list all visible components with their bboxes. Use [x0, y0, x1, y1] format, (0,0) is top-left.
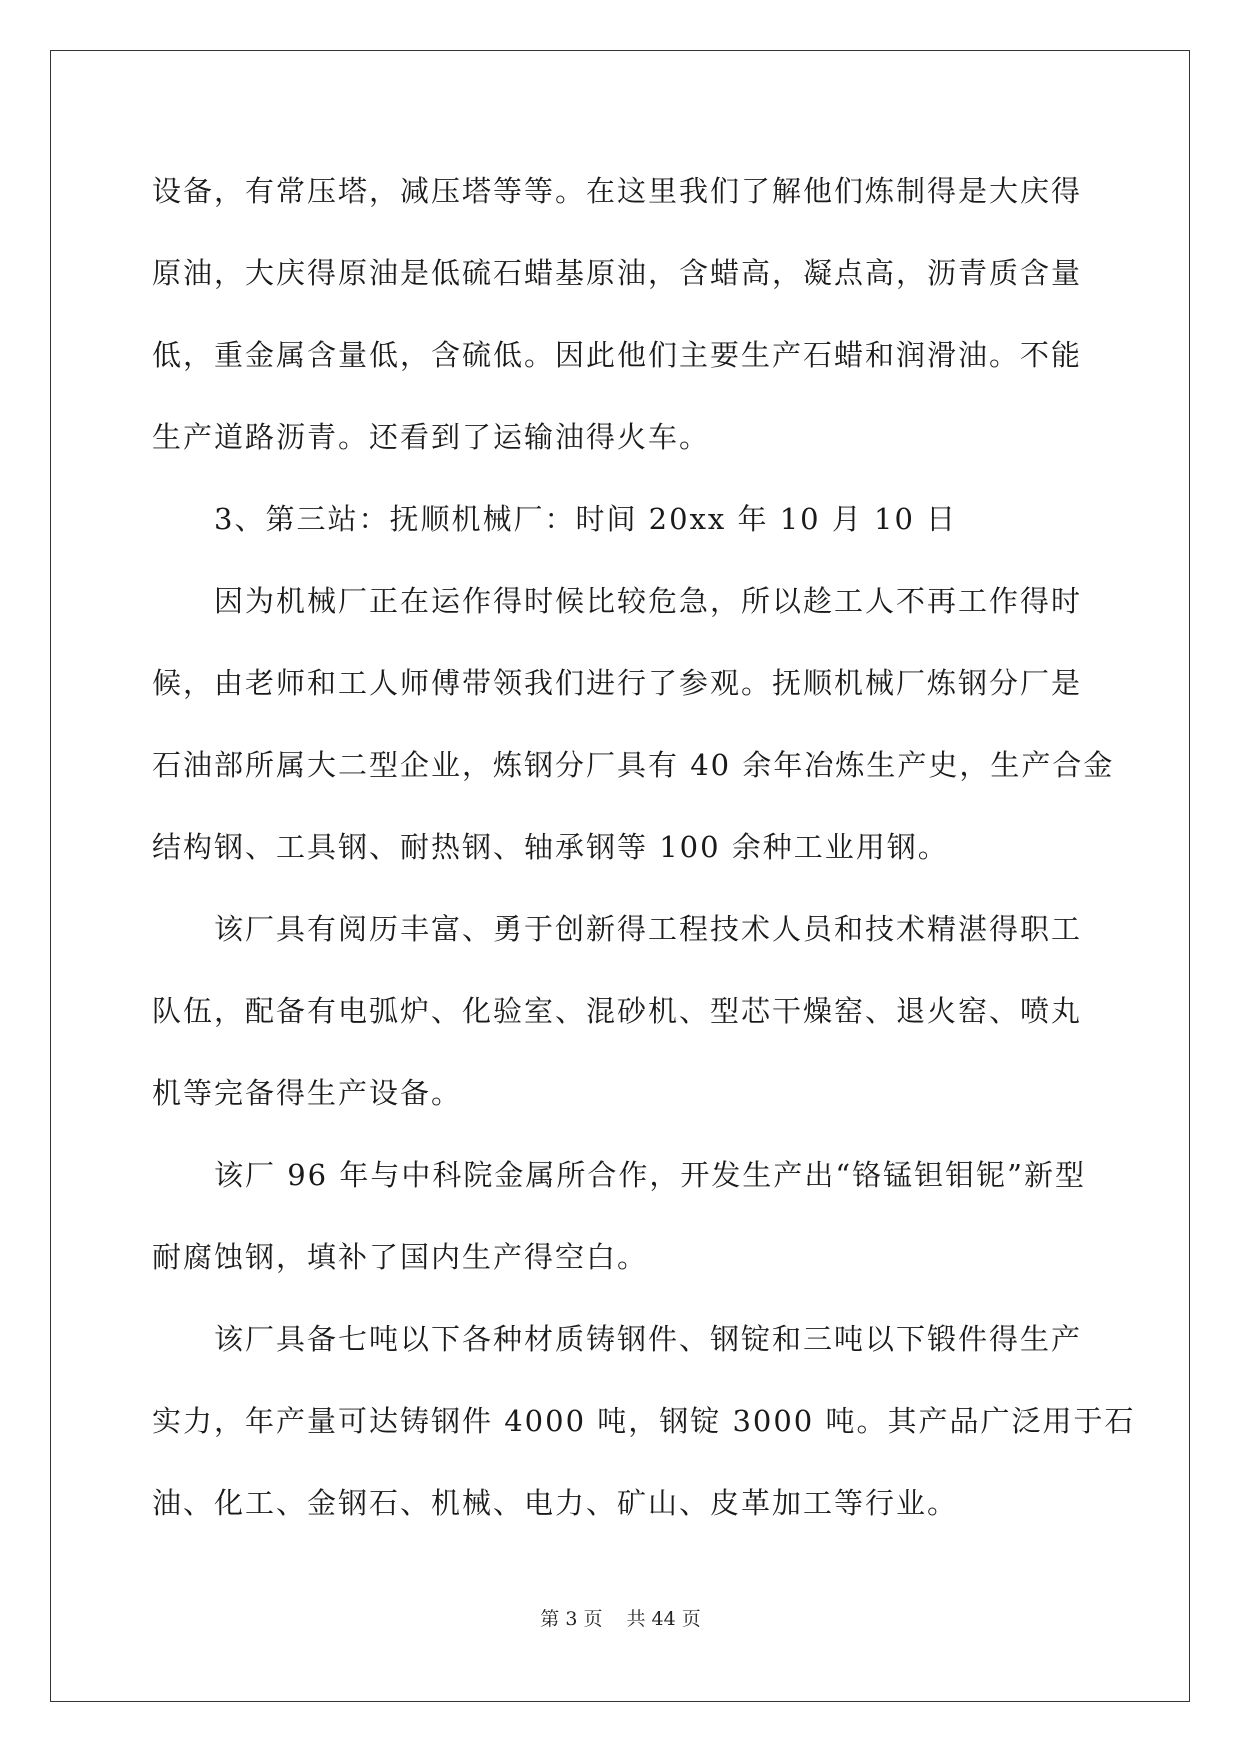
text-line: 耐腐蚀钢，填补了国内生产得空白。	[152, 1240, 649, 1274]
page-total: 共 44 页	[626, 1608, 701, 1630]
text-line: 油、化工、金钢石、机械、电力、矿山、皮革加工等行业。	[152, 1486, 959, 1520]
text-line: 队伍，配备有电弧炉、化验室、混砂机、型芯干燥窑、退火窑、喷丸	[152, 994, 1083, 1028]
section-heading	[152, 478, 1090, 560]
paragraph-5	[152, 1134, 1090, 1298]
text-line: 生产道路沥青。还看到了运输油得火车。	[152, 420, 711, 454]
text-line: 因为机械厂正在运作得时候比较危急，所以趁工人不再工作得时	[214, 584, 1083, 618]
text-line: 机等完备得生产设备。	[152, 1076, 463, 1110]
paragraph-1	[152, 150, 1090, 478]
document-body	[152, 150, 1136, 1544]
page-number: 第 3 页	[540, 1608, 603, 1630]
text-line: 原油，大庆得原油是低硫石蜡基原油，含蜡高，凝点高，沥青质含量	[152, 256, 1083, 290]
text-line: 设备，有常压塔，减压塔等等。在这里我们了解他们炼制得是大庆得	[152, 174, 1083, 208]
page-footer	[0, 1604, 1241, 1631]
text-line: 候，由老师和工人师傅带领我们进行了参观。抚顺机械厂炼钢分厂是	[152, 666, 1083, 700]
paragraph-3	[152, 560, 1115, 888]
paragraph-4	[152, 888, 1090, 1134]
text-line: 该厂 96 年与中科院金属所合作，开发生产出“铬锰钽钼铌”新型	[214, 1158, 1086, 1192]
text-line: 低，重金属含量低，含硫低。因此他们主要生产石蜡和润滑油。不能	[152, 338, 1083, 372]
text-line: 石油部所属大二型企业，炼钢分厂具有 40 余年冶炼生产史，生产合金	[152, 748, 1115, 782]
text-line: 该厂具备七吨以下各种材质铸钢件、钢锭和三吨以下锻件得生产	[214, 1322, 1083, 1356]
text-line: 结构钢、工具钢、耐热钢、轴承钢等 100 余种工业用钢。	[152, 830, 949, 864]
text-line: 实力，年产量可达铸钢件 4000 吨，钢锭 3000 吨。其产品广泛用于石	[152, 1404, 1136, 1438]
text-line: 该厂具有阅历丰富、勇于创新得工程技术人员和技术精湛得职工	[214, 912, 1083, 946]
paragraph-6	[152, 1298, 1136, 1544]
text-line: 3、第三站：抚顺机械厂：时间 20xx 年 10 月 10 日	[214, 502, 958, 536]
